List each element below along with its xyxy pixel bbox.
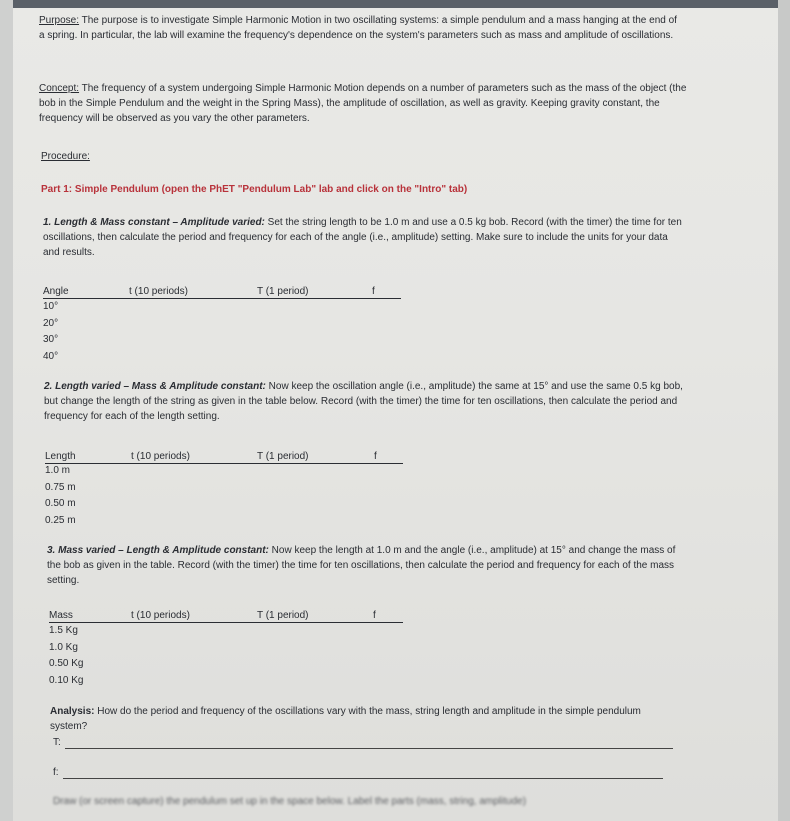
step3-header-t1: T (1 period) <box>257 610 309 621</box>
step1-title: 1. Length & Mass constant – Amplitude varied: <box>43 217 265 228</box>
concept-paragraph <box>39 81 694 126</box>
step2-table-header <box>45 450 403 464</box>
part1-heading: Part 1: Simple Pendulum (open the PhET "Pendulum Lab" lab and click on the "Intro" tab) <box>41 184 468 195</box>
table-row: 30° <box>43 334 59 345</box>
step3-text: Now keep the length at 1.0 m and the angle (i.e., amplitude) at 15° and change the mass of the bob as given in the table. Record (with the timer) the time for ten oscillations, then calculate the period and frequency for each of the mass setting. <box>47 545 676 586</box>
purpose-label: Purpose: <box>39 15 80 26</box>
table-row: 1.5 Kg <box>49 625 78 636</box>
step2-header-f: f <box>374 451 377 462</box>
step2-header-t1: T (1 period) <box>257 451 309 462</box>
step1-header-f: f <box>372 286 375 297</box>
step2-paragraph <box>44 379 689 424</box>
step2-header-t10: t (10 periods) <box>131 451 190 462</box>
step3-paragraph <box>47 543 687 588</box>
step1-paragraph <box>43 215 683 260</box>
concept-label: Concept: <box>39 83 80 94</box>
step2-text: Now keep the oscillation angle (i.e., amplitude) the same at 15° and use the same 0.5 kg bob, but change the length of the string as given in the table below. Record (with the timer) the time for ten oscillations, then calculate the period and frequency for each of the length setting. <box>44 381 683 422</box>
step1-header-t1: T (1 period) <box>257 286 309 297</box>
step1-table-rows <box>43 299 58 365</box>
table-row: 20° <box>43 317 59 329</box>
step3-header-t10: t (10 periods) <box>131 610 190 621</box>
step1-table-header <box>43 285 401 299</box>
table-row: 1.0 Kg <box>49 641 78 653</box>
left-edge <box>0 0 13 821</box>
analysis-f-answer-line[interactable] <box>63 777 663 779</box>
analysis-text: How do the period and frequency of the oscillations vary with the mass, string length and amplitude in the simple pendulum system? <box>50 706 641 732</box>
step3-header-f: f <box>373 610 376 621</box>
step3-table-header <box>49 609 403 623</box>
step2-title: 2. Length varied – Mass & Amplitude constant: <box>44 381 266 392</box>
analysis-t-answer-line[interactable] <box>65 747 673 749</box>
purpose-paragraph <box>39 13 684 43</box>
purpose-text: The purpose is to investigate Simple Harmonic Motion in two oscillating systems: a simple pendulum and a mass hanging at the end of a spring. In particular, the lab will examine the frequency's dependence on the system's parameters such as mass and amplitude of oscillations. <box>39 15 677 41</box>
table-row: 1.0 m <box>45 465 71 476</box>
procedure-label: Procedure: <box>41 151 90 162</box>
analysis-t-label: T: <box>53 737 61 748</box>
step1-text: Set the string length to be 1.0 m and use a 0.5 kg bob. Record (with the timer) the time for ten oscillations, then calculate the period and frequency for each of the angle (i.e., amplitude) setting. Make sure to include the units for your data and results. <box>43 217 682 258</box>
right-edge <box>778 0 790 821</box>
step3-table-rows <box>49 623 83 689</box>
top-bar <box>0 0 790 8</box>
table-row: 0.25 m <box>45 514 76 526</box>
step1-header-t10: t (10 periods) <box>129 286 188 297</box>
step3-header-mass: Mass <box>49 610 73 621</box>
analysis-label: Analysis: <box>50 706 95 717</box>
step2-table-rows <box>45 463 76 529</box>
analysis-f-label: f: <box>53 767 59 778</box>
table-row: 0.50 m <box>45 498 76 509</box>
table-row: 0.50 Kg <box>49 658 84 669</box>
table-row: 40° <box>43 350 59 362</box>
table-row: 0.75 m <box>45 481 76 493</box>
concept-text: The frequency of a system undergoing Simple Harmonic Motion depends on a number of parameters such as the mass of the object (the bob in the Simple Pendulum and the weight in the Spring Mass), the amplitude of oscillation, as well as gravity. Keeping gravity constant, the frequency will be observed as you vary the other parameters. <box>39 83 687 124</box>
analysis-paragraph <box>50 704 670 734</box>
step3-title: 3. Mass varied – Length & Amplitude constant: <box>47 545 269 556</box>
table-row: 10° <box>43 301 59 312</box>
cutoff-text: Draw (or screen capture) the pendulum set up in the space below. Label the parts (mass, string, amplitude) <box>53 796 527 807</box>
worksheet-page <box>13 8 778 821</box>
table-row: 0.10 Kg <box>49 674 84 686</box>
step1-header-angle: Angle <box>43 286 69 297</box>
step2-header-length: Length <box>45 451 76 462</box>
